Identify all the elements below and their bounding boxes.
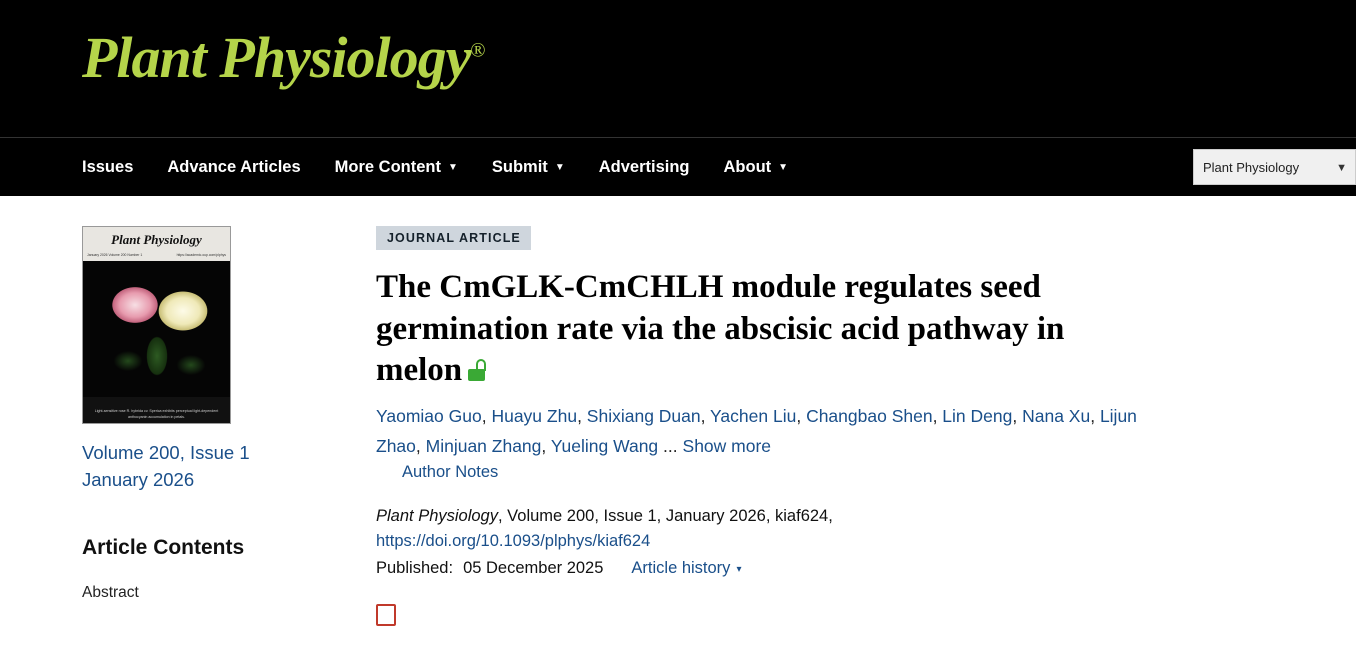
- nav-item-advertising[interactable]: [599, 158, 690, 177]
- cover-subtitle-right: https://academic.oup.com/plphys: [176, 253, 226, 257]
- author-notes-link[interactable]: Author Notes: [402, 463, 499, 482]
- nav-item-more-content[interactable]: [335, 158, 458, 177]
- article-contents-heading: Article Contents: [82, 535, 245, 559]
- primary-navigation: [0, 137, 1356, 196]
- nav-item-label: Advertising: [598, 157, 690, 176]
- page-content: [0, 196, 1356, 624]
- page-title: [376, 267, 1136, 392]
- nav-item-label: Issues: [82, 157, 134, 176]
- citation-line: [376, 504, 1316, 529]
- chevron-down-icon: ▼: [554, 162, 565, 173]
- nav-item-label: Advance Articles: [167, 157, 301, 176]
- cover-subtitle: [83, 253, 230, 257]
- open-lock-icon: [468, 366, 485, 381]
- cover-photo: [83, 261, 230, 397]
- content-type-badge: JOURNAL ARTICLE: [376, 226, 531, 250]
- issue-link[interactable]: [82, 440, 375, 494]
- published-date: 05 December 2025: [463, 559, 604, 578]
- nav-item-label: Submit: [491, 157, 548, 176]
- nav-item-issues[interactable]: [82, 158, 133, 177]
- site-masthead: [0, 0, 1356, 137]
- author-link[interactable]: Huayu Zhu: [491, 405, 578, 426]
- article-history-label: Article history: [631, 559, 731, 578]
- author-link[interactable]: Yueling Wang: [550, 436, 659, 456]
- article-header: [375, 226, 1356, 624]
- author-link[interactable]: Shixiang Duan: [586, 405, 701, 426]
- published-row: [376, 559, 1316, 578]
- nav-items: [0, 158, 788, 177]
- nav-item-label: More Content: [334, 157, 441, 176]
- article-history-toggle[interactable]: [631, 559, 741, 578]
- nav-item-about[interactable]: [724, 158, 789, 177]
- authors-ellipsis: ...: [663, 436, 678, 456]
- chevron-down-icon: ▼: [447, 162, 458, 173]
- author-link[interactable]: Lijun Zhao: [376, 405, 1137, 456]
- nav-item-advance-articles[interactable]: [167, 158, 300, 177]
- citation-journal-name: Plant Physiology: [376, 507, 498, 526]
- issue-volume-label: Volume 200, Issue 1: [82, 442, 250, 463]
- chevron-down-icon: ▾: [736, 563, 742, 575]
- chevron-down-icon: ▼: [778, 162, 789, 173]
- pdf-toolbar: [376, 604, 1316, 624]
- author-link[interactable]: Nana Xu: [1022, 405, 1091, 426]
- cover-subtitle-left: January 2026 Volume 200 Number 1: [87, 253, 143, 257]
- cover-title: Plant Physiology: [83, 227, 230, 261]
- journal-logo[interactable]: [82, 24, 485, 91]
- author-link[interactable]: Lin Deng: [942, 405, 1013, 426]
- published-label: Published:: [376, 559, 454, 578]
- author-link[interactable]: Yaomiao Guo: [376, 405, 482, 426]
- journal-selector-value: Plant Physiology: [1203, 159, 1300, 175]
- author-link[interactable]: Changbao Shen: [806, 405, 933, 426]
- show-more-authors-link[interactable]: Show more: [682, 436, 772, 456]
- journal-selector-dropdown[interactable]: [1193, 149, 1356, 185]
- journal-logo-text: Plant Physiology: [82, 25, 471, 90]
- author-link[interactable]: Yachen Liu: [710, 405, 797, 426]
- article-title-text: The CmGLK-CmCHLH module regulates seed germination rate via the abscisic acid pathway in melon: [376, 269, 1065, 389]
- toc-item-abstract[interactable]: Abstract: [82, 583, 139, 601]
- registered-trademark-icon: ®: [470, 39, 485, 62]
- author-link[interactable]: Minjuan Zhang: [425, 436, 542, 456]
- nav-item-submit[interactable]: [492, 158, 565, 177]
- citation-details: , Volume 200, Issue 1, January 2026, kiaf624,: [498, 507, 833, 526]
- doi-link[interactable]: https://doi.org/10.1093/plphys/kiaf624: [376, 532, 651, 551]
- chevron-down-icon: ▼: [1336, 161, 1347, 174]
- author-list: Yaomiao Guo, Huayu Zhu, Shixiang Duan, Yachen Liu, Changbao Shen, Lin Deng, Nana Xu, Lijun Zhao, Minjuan Zhang, Yueling Wang ... Show more: [376, 405, 1137, 456]
- cover-caption: Light-sensitive rose R. hybrida cv. Sperica exhibits perceptual light-dependent anthocyanin accumulation in petals.: [94, 409, 219, 419]
- nav-item-label: About: [723, 157, 772, 176]
- pdf-icon[interactable]: [376, 604, 396, 626]
- issue-date-label: January 2026: [82, 468, 195, 490]
- issue-cover-image[interactable]: [82, 226, 231, 424]
- sidebar: [0, 226, 375, 624]
